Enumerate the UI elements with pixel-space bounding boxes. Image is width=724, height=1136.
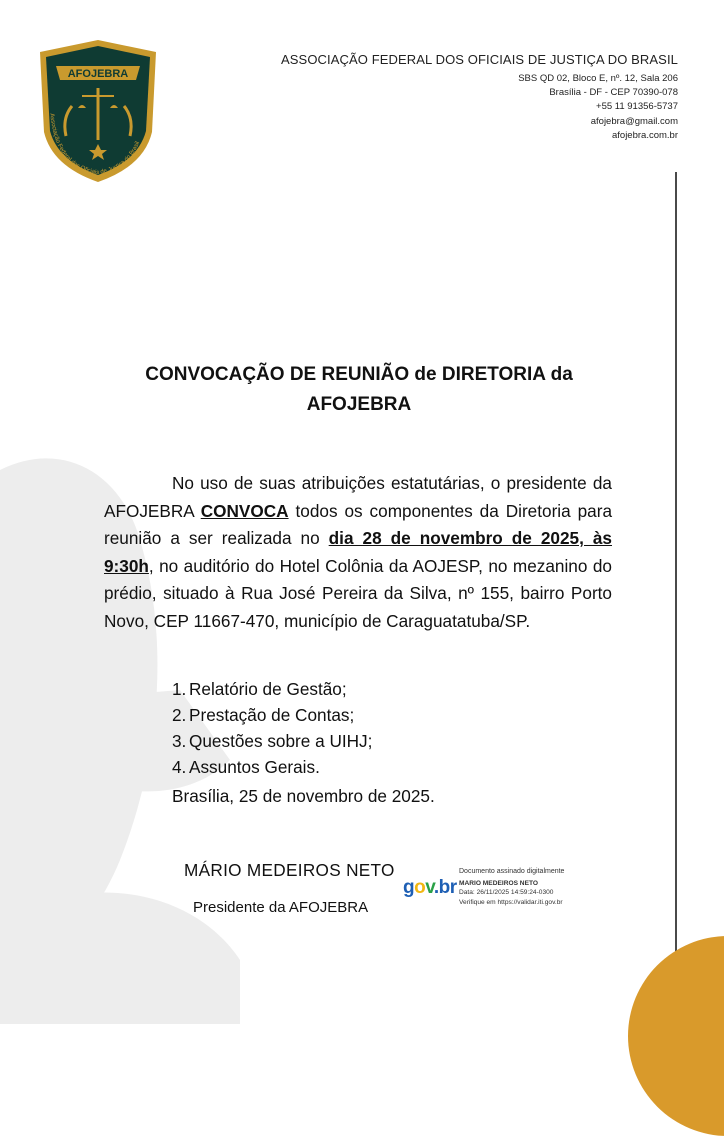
- website: afojebra.com.br: [611, 129, 678, 141]
- address-line-1: SBS QD 02, Bloco E, nº. 12, Sala 206: [518, 73, 678, 84]
- body-text-1: No uso de suas atribuições estatutárias, o presidente da AFOJEBRA: [104, 473, 612, 521]
- stamp-date: Data: 26/11/2025 14:59:24-0300: [459, 889, 554, 897]
- agenda-item: 3. Questões sobre a UIHJ;: [172, 731, 373, 751]
- contact-block: [518, 72, 678, 143]
- meeting-date-time: dia 28 de novembro de 2025, às 9:30h: [104, 528, 612, 576]
- address-line-2: Brasília - DF - CEP 70390-078: [549, 87, 678, 99]
- agenda-item: 4. Assuntos Gerais.: [172, 757, 320, 777]
- stamp-caption: Documento assinado digitalmente: [459, 868, 565, 875]
- phone-number: +55 11 91356-5737: [596, 101, 678, 113]
- title-line-1: CONVOCAÇÃO DE REUNIÃO de DIRETORIA da: [145, 364, 573, 385]
- convocation-paragraph: [104, 470, 612, 635]
- agenda-item: 1. Relatório de Gestão;: [172, 679, 347, 699]
- svg-text:Associação Federal dos Oficiai: Associação Federal dos Oficiais de Justiça do Brasil: [48, 113, 142, 177]
- document-title: [104, 360, 614, 420]
- afojebra-logo: [32, 36, 164, 186]
- title-line-2: AFOJEBRA: [306, 394, 412, 415]
- signer-role: Presidente da AFOJEBRA: [193, 899, 369, 916]
- email-address: afojebra@gmail.com: [590, 115, 678, 127]
- gov-br-logo: gov.br: [403, 877, 457, 898]
- vertical-rule: [675, 172, 677, 1024]
- agenda-list: [172, 676, 372, 780]
- digital-signature-stamp: [459, 867, 564, 907]
- convoca-emphasis: CONVOCA: [200, 500, 289, 521]
- body-text-3: , no auditório do Hotel Colônia da AOJESP, no mezanino do prédio, situado à Rua José Pereira da Silva, nº 155, bairro Porto Novo, CEP 11667-470, município de Caraguatatuba/SP.: [104, 555, 612, 631]
- agenda-item: 2. Prestação de Contas;: [172, 705, 355, 725]
- organization-name: ASSOCIAÇÃO FEDERAL DOS OFICIAIS DE JUSTIÇA DO BRASIL: [281, 52, 678, 67]
- place-date: Brasília, 25 de novembro de 2025.: [172, 786, 435, 806]
- stamp-verify-link[interactable]: Verifique em https://validar.iti.gov.br: [459, 898, 563, 906]
- svg-text:AFOJEBRA: AFOJEBRA: [67, 68, 129, 80]
- stamp-signer: MARIO MEDEIROS NETO: [459, 880, 539, 888]
- signer-name: MÁRIO MEDEIROS NETO: [184, 860, 395, 880]
- body-text-2: todos os componentes da Diretoria para reunião a ser realizada no: [104, 500, 612, 548]
